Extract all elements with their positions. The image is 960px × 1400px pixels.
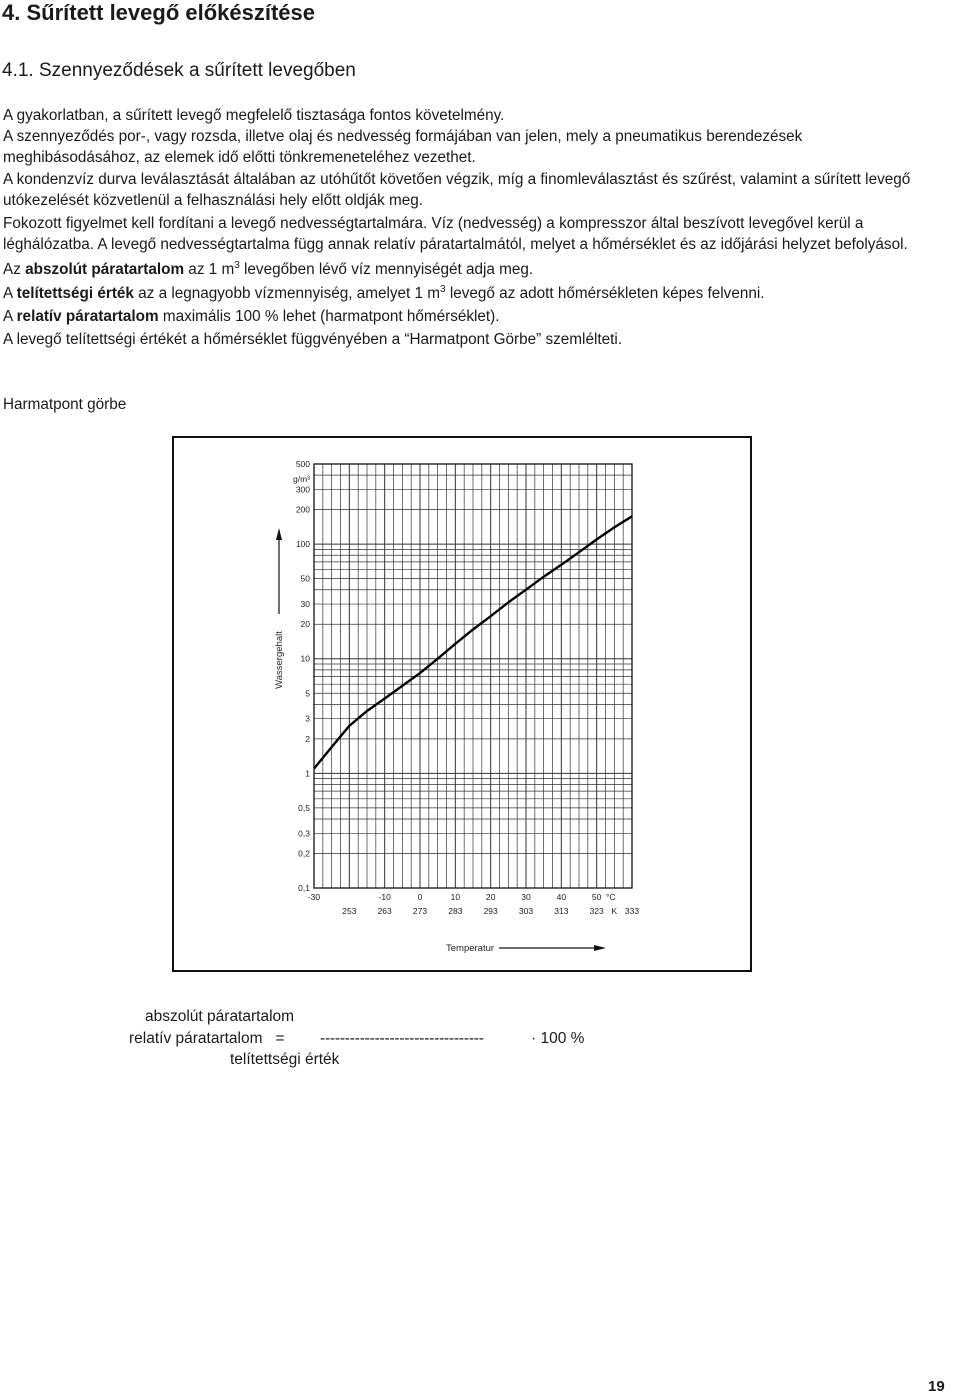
y-tick-label: 5 [305, 688, 310, 699]
y-tick-label: 100 [295, 539, 310, 550]
y-tick-label: 20 [300, 619, 310, 630]
y-tick-label: 300 [295, 484, 310, 495]
x-tick-label-kelvin: 323 [589, 906, 604, 916]
y-tick-label: 1 [305, 768, 310, 779]
y-tick-label: 200 [295, 504, 310, 515]
formula-multiplier: · 100 % [531, 1030, 585, 1047]
paragraph-2: A szennyeződés por-, vagy rozsda, illetve olaj és nedvesség formájában van jelen, mely a pneumatikus berendezések meghibásodásához, az elemek idő előtti tönkremeneteléhez vezethet. [3, 127, 803, 166]
chart-caption: Harmatpont görbe [3, 396, 127, 413]
y-tick-label: 0,5 [298, 802, 310, 813]
section-heading: 4. Sűrített levegő előkészítése [2, 0, 316, 25]
term-relative-humidity: relatív páratartalom [16, 308, 159, 326]
paragraph-5: Az abszolút páratartalom az 1 $m^3$ levegőben lévő víz mennyiségét adja meg. [3, 259, 534, 278]
x-tick-label-celsius: 30 [521, 892, 531, 902]
x-axis-arrowhead [594, 945, 606, 951]
paragraph-6: A telítettségi érték az a legnagyobb vízmennyiség, amelyet 1 $m^3$ levegő az adott hőmérsékleten képes felvenni. [3, 284, 765, 303]
x-tick-label-kelvin: 283 [448, 906, 463, 916]
x-tick-label-kelvin: 313 [554, 906, 569, 916]
x-tick-label-kelvin: 303 [518, 906, 534, 916]
y-tick-label: 30 [300, 599, 310, 610]
y-tick-label: 50 [300, 573, 310, 584]
y-tick-label: 3 [305, 713, 310, 724]
y-axis-arrowhead [276, 528, 282, 540]
y-tick-label: 0,2 [298, 848, 310, 859]
y-tick-label: 0,1 [298, 883, 310, 893]
x-tick-label-kelvin: 273 [412, 906, 428, 916]
y-tick-label: 10 [300, 653, 310, 664]
page-number: 19 [928, 1378, 945, 1395]
subsection-heading: 4.1. Szennyeződések a sűrített levegőben [2, 60, 356, 81]
x-tick-label-celsius: 40 [556, 892, 567, 902]
x-tick-label-celsius: -10 [378, 892, 391, 902]
x-tick-label-celsius: 50 [591, 892, 602, 902]
x-tick-label-kelvin: 253 [342, 906, 357, 916]
dew-point-chart [174, 438, 750, 970]
y-tick-label: 2 [305, 733, 310, 744]
paragraph-7: A relatív páratartalom maximális 100 % lehet (harmatpont hőmérséklet). [3, 308, 500, 326]
y-tick-label: 0,3 [298, 828, 310, 839]
x-tick-label-celsius: 10 [450, 892, 461, 902]
x-tick-label-celsius: -30 [307, 892, 321, 902]
body-text [3, 106, 938, 351]
paragraph-4: Fokozott figyelmet kell fordítani a levegő nedvességtartalmára. Víz (nedvesség) a kompresszor által beszívott levegővel kerül a léghálózatba. A levegő nedvességtartalma függ annak relatív páratartalmától, melyet a hőmérséklet és az időjárási helyzet befolyásol. [3, 214, 908, 253]
formula-lhs: relatív páratartalom = [129, 1030, 285, 1047]
paragraph-3: A kondenzvíz durva leválasztását általában az utóhűtőt követően végzik, míg a finomleválasztást és szűrést, valamint a sűrített levegő utókezelését közvetlenül a felhasználási hely előtt oldják meg. [3, 171, 911, 210]
y-tick-label: 500 [295, 459, 310, 469]
formula-numerator: abszolút páratartalom [145, 1008, 295, 1025]
x-axis-label: Temperatur [446, 943, 495, 954]
term-absolute-humidity: abszolút páratartalom [25, 260, 185, 278]
x-unit-celsius: °C [606, 892, 616, 902]
formula-denominator: telítettségi érték [230, 1051, 340, 1068]
x-tick-label-celsius: 20 [485, 892, 496, 902]
paragraph-1: A gyakorlatban, a sűrített levegő megfelelő tisztasága fontos követelmény. [3, 107, 505, 124]
x-tick-label-kelvin: 293 [483, 906, 498, 916]
x-tick-label-kelvin: 333 [624, 906, 640, 916]
y-unit-label: g/m³ [293, 474, 310, 484]
y-axis-label: Wassergehalt [274, 631, 285, 689]
formula-fraction-line: --------------------------------- [320, 1030, 484, 1047]
x-tick-label-celsius: 0 [417, 892, 423, 902]
x-tick-label-kelvin: 263 [377, 906, 392, 916]
term-saturation-value: telítettségi érték [16, 285, 134, 303]
paragraph-8: A levegő telítettségi értékét a hőmérséklet függvényében a “Harmatpont Görbe” szemlélteti. [3, 330, 623, 348]
x-unit-kelvin: K [611, 906, 618, 916]
chart-frame [172, 436, 752, 972]
